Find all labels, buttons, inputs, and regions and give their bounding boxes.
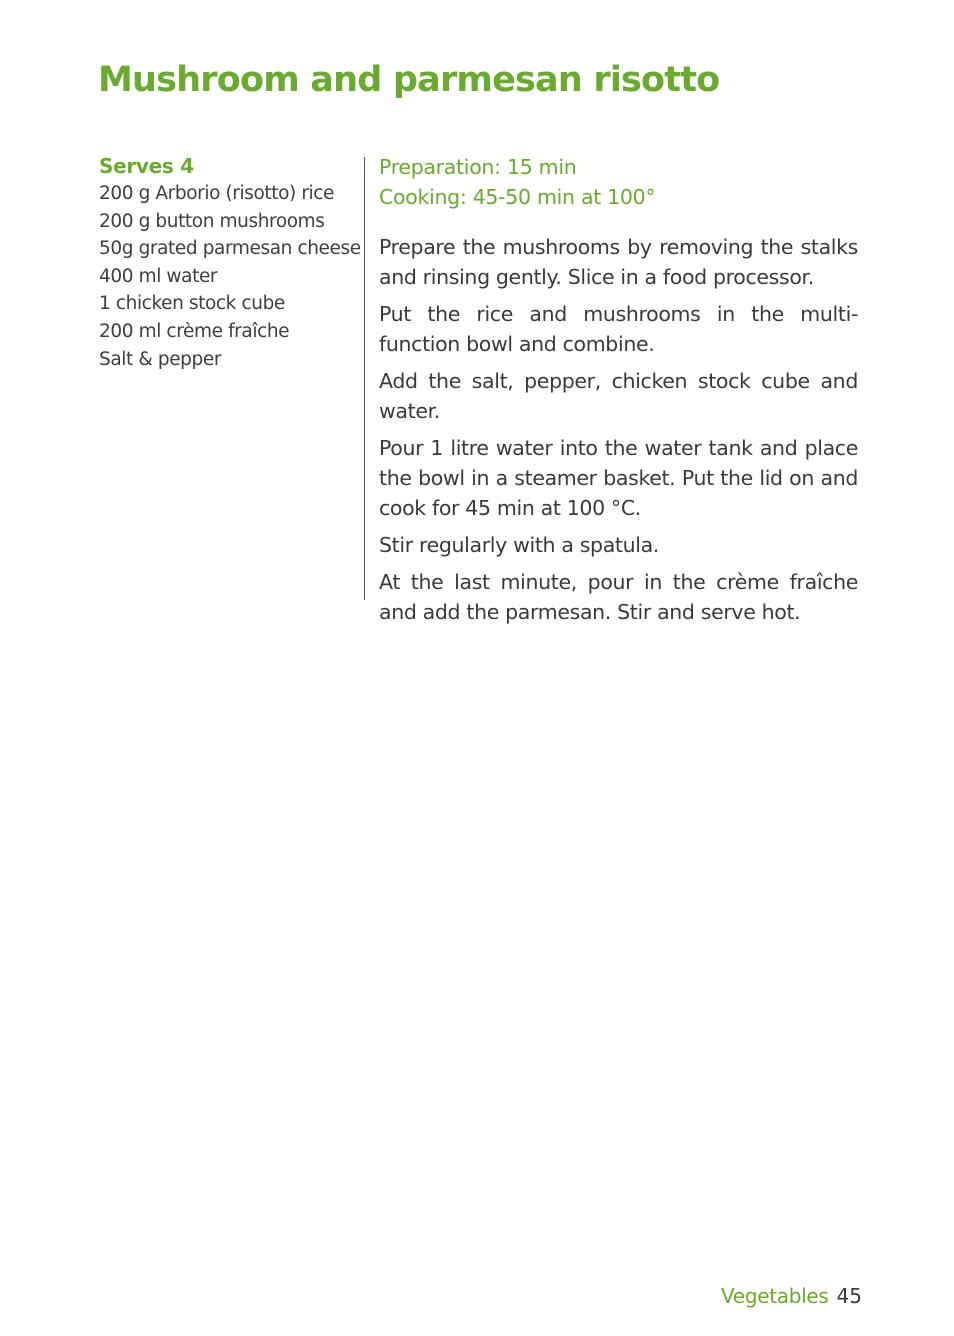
ingredient-item: 200 g Arborio (risotto) rice	[99, 183, 335, 204]
page-footer	[721, 1282, 862, 1310]
method-step: Prepare the mushrooms by removing the stalks and rinsing gently. Slice in a food processor.	[379, 235, 858, 289]
ingredient-item: 400 ml water	[99, 265, 218, 287]
page-title: Mushroom and parmesan risotto	[98, 60, 720, 100]
method-step: Add the salt, pepper, chicken stock cube and water.	[379, 369, 858, 423]
cooking-time: Cooking: 45-50 min at 100°	[379, 185, 656, 209]
section-name: Vegetables	[721, 1284, 829, 1308]
ingredient-item: Salt & pepper	[99, 348, 222, 370]
ingredient-item: 200 ml crème fraîche	[99, 320, 290, 342]
method-step: Pour 1 litre water into the water tank and place the bowl in a steamer basket. Put the lid on and cook for 45 min at 100 °C.	[379, 436, 858, 520]
method-step: Stir regularly with a spatula.	[379, 533, 659, 557]
column-divider	[364, 157, 365, 600]
page-number: 45	[836, 1284, 862, 1308]
timing-block	[379, 152, 858, 212]
ingredient-item: 1 chicken stock cube	[99, 293, 285, 315]
ingredient-item: 200 g button mushrooms	[99, 210, 325, 232]
method-step: Put the rice and mushrooms in the multi-function bowl and combine.	[379, 302, 858, 356]
serves-label: Serves 4	[99, 154, 194, 178]
ingredient-list	[99, 180, 361, 373]
preparation-time: Preparation: 15 min	[379, 155, 577, 179]
method-column	[379, 152, 858, 634]
ingredient-item: 50g grated parmesan cheese	[99, 238, 361, 260]
ingredients-column	[99, 152, 361, 373]
method-step: At the last minute, pour in the crème fraîche and add the parmesan. Stir and serve hot.	[379, 570, 858, 624]
